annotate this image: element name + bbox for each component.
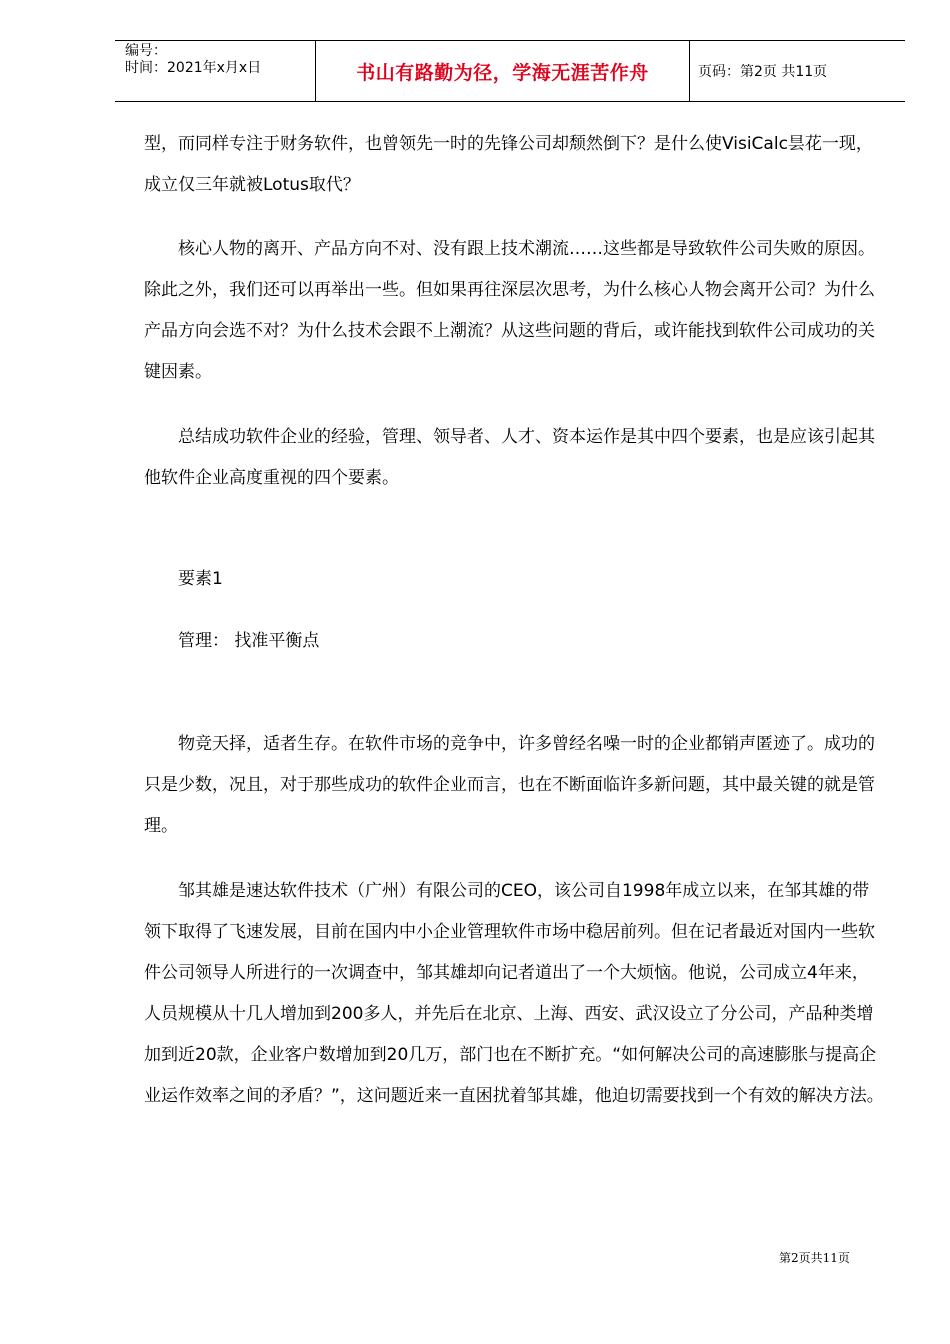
number-label: 编号：	[125, 43, 167, 59]
page-header	[115, 40, 905, 102]
header-motto: 书山有路勤为径，学海无涯苦作舟	[316, 41, 690, 101]
paragraph-3: 总结成功软件企业的经验，管理、领导者、人才、资本运作是其中四个要素，也是应该引起其他软件企业高度重视的四个要素。	[144, 427, 875, 488]
page-footer: 第2页共11页	[779, 1251, 850, 1265]
paragraph-4: 物竞天择，适者生存。在软件市场的竞争中，许多曾经名噪一时的企业都销声匿迹了。成功的只是少数，况且，对于那些成功的软件企业而言，也在不断面临许多新问题，其中最关键的就是管理。	[144, 734, 875, 836]
header-meta	[115, 41, 316, 101]
element-heading: 要素1	[178, 569, 223, 589]
time-label: 时间：2021年x月x日	[125, 60, 262, 76]
header-page-label: 页码：第2页 共11页	[698, 64, 828, 80]
document-body	[144, 124, 884, 1117]
paragraph-5: 邹其雄是速达软件技术（广州）有限公司的CEO，该公司自1998年成立以来，在邹其雄的带领下取得了飞速发展，目前在国内中小企业管理软件市场中稳居前列。但在记者最近对国内一些软件公司领导人所进行的一次调查中，邹其雄却向记者道出了一个大烦恼。他说，公司成立4年来，人员规模从十几人增加到200多人，并先后在北京、上海、西安、武汉设立了分公司，产品种类增加到近20款，企业客户数增加到20几万，部门也在不断扩充。“如何解决公司的高速膨胀与提高企业运作效率之间的矛盾？”，这问题近来一直困扰着邹其雄，他迫切需要找到一个有效的解决方法。	[144, 881, 884, 1106]
paragraph-1: 型，而同样专注于财务软件，也曾领先一时的先锋公司却颓然倒下？是什么使VisiCalc昙花一现，成立仅三年就被Lotus取代？	[144, 134, 873, 195]
management-heading: 管理： 找准平衡点	[178, 631, 320, 651]
paragraph-2: 核心人物的离开、产品方向不对、没有跟上技术潮流……这些都是导致软件公司失败的原因。除此之外，我们还可以再举出一些。但如果再往深层次思考，为什么核心人物会离开公司？为什么产品方向会选不对？为什么技术会跟不上潮流？从这些问题的背后，或许能找到软件公司成功的关键因素。	[144, 239, 875, 382]
